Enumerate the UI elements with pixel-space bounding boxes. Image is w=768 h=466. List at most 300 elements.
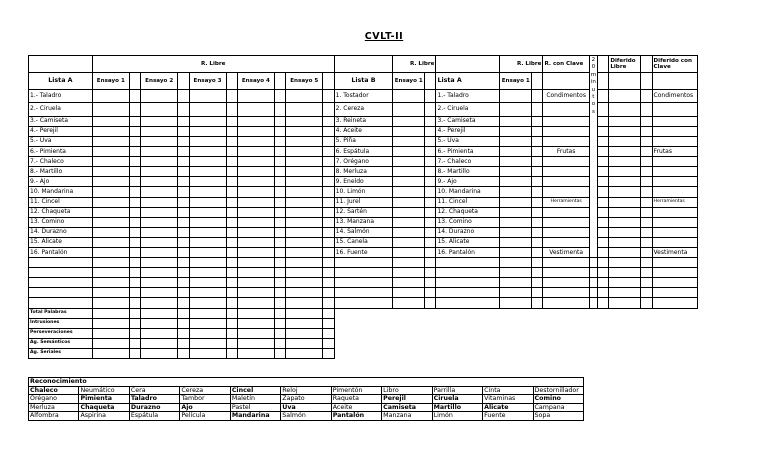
score-cell[interactable]: [286, 187, 323, 197]
score-cell[interactable]: [92, 89, 129, 103]
empty-cell[interactable]: [286, 288, 323, 298]
score-cell[interactable]: [274, 227, 285, 237]
score-cell[interactable]: [274, 177, 285, 187]
score-cell[interactable]: [323, 247, 334, 257]
score-cell[interactable]: [141, 308, 178, 318]
score-cell[interactable]: [141, 103, 178, 117]
score-cell[interactable]: [598, 126, 609, 136]
score-cell[interactable]: [609, 147, 641, 157]
score-cell[interactable]: [641, 197, 652, 207]
score-cell[interactable]: [652, 187, 697, 197]
score-cell[interactable]: [189, 237, 226, 247]
score-cell[interactable]: [141, 157, 178, 167]
score-cell[interactable]: [237, 136, 274, 146]
score-cell[interactable]: [237, 177, 274, 187]
empty-cell[interactable]: [189, 298, 226, 308]
score-cell[interactable]: [178, 167, 189, 177]
score-cell[interactable]: [189, 147, 226, 157]
score-cell[interactable]: [323, 126, 334, 136]
score-cell[interactable]: [286, 157, 323, 167]
empty-cell[interactable]: [425, 268, 436, 278]
score-cell[interactable]: [141, 207, 178, 217]
empty-cell[interactable]: [141, 298, 178, 308]
score-cell[interactable]: [141, 147, 178, 157]
score-cell[interactable]: [237, 237, 274, 247]
score-cell[interactable]: [609, 116, 641, 126]
score-cell[interactable]: [598, 157, 609, 167]
score-cell[interactable]: [237, 247, 274, 257]
empty-cell[interactable]: [598, 278, 609, 288]
empty-cell[interactable]: [323, 268, 334, 278]
score-cell[interactable]: [274, 126, 285, 136]
score-cell[interactable]: [178, 227, 189, 237]
score-cell[interactable]: [129, 157, 140, 167]
score-cell[interactable]: [425, 147, 436, 157]
score-cell[interactable]: [609, 187, 641, 197]
score-cell[interactable]: [237, 328, 274, 338]
score-cell[interactable]: [226, 103, 237, 117]
empty-cell[interactable]: [393, 298, 425, 308]
score-cell[interactable]: [129, 247, 140, 257]
score-cell[interactable]: [500, 136, 532, 146]
score-cell[interactable]: [641, 177, 652, 187]
empty-cell[interactable]: [334, 258, 393, 268]
score-cell[interactable]: [500, 217, 532, 227]
score-cell[interactable]: [532, 116, 543, 126]
empty-cell[interactable]: [543, 288, 589, 298]
score-cell[interactable]: [178, 177, 189, 187]
score-cell[interactable]: [425, 217, 436, 227]
score-cell[interactable]: [141, 197, 178, 207]
score-cell[interactable]: [598, 136, 609, 146]
score-cell[interactable]: [92, 318, 129, 328]
score-cell[interactable]: [323, 217, 334, 227]
score-cell[interactable]: [393, 237, 425, 247]
score-cell[interactable]: [286, 177, 323, 187]
score-cell[interactable]: [237, 348, 274, 358]
score-cell[interactable]: [609, 126, 641, 136]
empty-cell[interactable]: [29, 268, 93, 278]
score-cell[interactable]: [237, 197, 274, 207]
score-cell[interactable]: [652, 126, 697, 136]
score-cell[interactable]: [129, 217, 140, 227]
score-cell[interactable]: [141, 348, 178, 358]
empty-cell[interactable]: [652, 278, 697, 288]
empty-cell[interactable]: [589, 278, 597, 288]
score-cell[interactable]: [274, 157, 285, 167]
score-cell[interactable]: [543, 136, 589, 146]
score-cell[interactable]: [92, 177, 129, 187]
empty-cell[interactable]: [92, 268, 129, 278]
score-cell[interactable]: [129, 126, 140, 136]
score-cell[interactable]: [226, 338, 237, 348]
score-cell[interactable]: [323, 103, 334, 117]
score-cell[interactable]: [189, 217, 226, 227]
score-cell[interactable]: [609, 103, 641, 117]
score-cell[interactable]: [393, 103, 425, 117]
score-cell[interactable]: [323, 157, 334, 167]
empty-cell[interactable]: [226, 258, 237, 268]
score-cell[interactable]: [598, 237, 609, 247]
empty-cell[interactable]: [29, 258, 93, 268]
score-cell[interactable]: [598, 177, 609, 187]
score-cell[interactable]: [141, 237, 178, 247]
score-cell[interactable]: [641, 237, 652, 247]
score-cell[interactable]: [226, 187, 237, 197]
score-cell[interactable]: [92, 147, 129, 157]
score-cell[interactable]: [425, 177, 436, 187]
empty-cell[interactable]: [652, 258, 697, 268]
empty-cell[interactable]: [543, 278, 589, 288]
score-cell[interactable]: [189, 126, 226, 136]
score-cell[interactable]: [129, 197, 140, 207]
empty-cell[interactable]: [226, 268, 237, 278]
empty-cell[interactable]: [334, 278, 393, 288]
empty-cell[interactable]: [652, 288, 697, 298]
empty-cell[interactable]: [436, 298, 500, 308]
score-cell[interactable]: [425, 126, 436, 136]
score-cell[interactable]: [226, 147, 237, 157]
score-cell[interactable]: [641, 217, 652, 227]
score-cell[interactable]: [598, 103, 609, 117]
score-cell[interactable]: [274, 89, 285, 103]
score-cell[interactable]: [189, 207, 226, 217]
empty-cell[interactable]: [286, 268, 323, 278]
empty-cell[interactable]: [334, 288, 393, 298]
empty-cell[interactable]: [92, 278, 129, 288]
empty-cell[interactable]: [532, 288, 543, 298]
score-cell[interactable]: [274, 237, 285, 247]
score-cell[interactable]: [92, 126, 129, 136]
empty-cell[interactable]: [286, 298, 323, 308]
score-cell[interactable]: [641, 103, 652, 117]
empty-cell[interactable]: [141, 268, 178, 278]
score-cell[interactable]: [92, 157, 129, 167]
score-cell[interactable]: [141, 247, 178, 257]
empty-cell[interactable]: [129, 278, 140, 288]
empty-cell[interactable]: [652, 298, 697, 308]
empty-cell[interactable]: [500, 288, 532, 298]
score-cell[interactable]: [189, 247, 226, 257]
score-cell[interactable]: [92, 187, 129, 197]
empty-cell[interactable]: [609, 288, 641, 298]
score-cell[interactable]: [92, 217, 129, 227]
score-cell[interactable]: [237, 157, 274, 167]
empty-cell[interactable]: [641, 288, 652, 298]
score-cell[interactable]: [323, 177, 334, 187]
score-cell[interactable]: [598, 247, 609, 257]
score-cell[interactable]: [189, 116, 226, 126]
score-cell[interactable]: [129, 136, 140, 146]
score-cell[interactable]: [598, 89, 609, 103]
score-cell[interactable]: [532, 237, 543, 247]
score-cell[interactable]: [393, 136, 425, 146]
empty-cell[interactable]: [532, 278, 543, 288]
score-cell[interactable]: [393, 197, 425, 207]
score-cell[interactable]: [141, 116, 178, 126]
score-cell[interactable]: [226, 207, 237, 217]
empty-cell[interactable]: [178, 278, 189, 288]
empty-cell[interactable]: [500, 258, 532, 268]
score-cell[interactable]: [652, 136, 697, 146]
score-cell[interactable]: [286, 116, 323, 126]
score-cell[interactable]: [500, 157, 532, 167]
score-cell[interactable]: [323, 308, 334, 318]
score-cell[interactable]: [92, 247, 129, 257]
empty-cell[interactable]: [178, 268, 189, 278]
score-cell[interactable]: [652, 227, 697, 237]
score-cell[interactable]: [226, 308, 237, 318]
score-cell[interactable]: [178, 187, 189, 197]
empty-cell[interactable]: [500, 268, 532, 278]
score-cell[interactable]: [532, 167, 543, 177]
score-cell[interactable]: [393, 217, 425, 227]
score-cell[interactable]: [393, 157, 425, 167]
empty-cell[interactable]: [178, 258, 189, 268]
empty-cell[interactable]: [129, 288, 140, 298]
empty-cell[interactable]: [425, 258, 436, 268]
score-cell[interactable]: [129, 147, 140, 157]
score-cell[interactable]: [323, 227, 334, 237]
score-cell[interactable]: [178, 318, 189, 328]
score-cell[interactable]: [92, 308, 129, 318]
score-cell[interactable]: [500, 197, 532, 207]
score-cell[interactable]: [323, 187, 334, 197]
score-cell[interactable]: [500, 247, 532, 257]
score-cell[interactable]: [393, 126, 425, 136]
score-cell[interactable]: [425, 227, 436, 237]
empty-cell[interactable]: [334, 268, 393, 278]
empty-cell[interactable]: [425, 298, 436, 308]
score-cell[interactable]: [189, 338, 226, 348]
score-cell[interactable]: [652, 157, 697, 167]
score-cell[interactable]: [226, 167, 237, 177]
score-cell[interactable]: [425, 187, 436, 197]
score-cell[interactable]: [274, 338, 285, 348]
score-cell[interactable]: [500, 177, 532, 187]
score-cell[interactable]: [237, 217, 274, 227]
score-cell[interactable]: [286, 308, 323, 318]
score-cell[interactable]: [500, 103, 532, 117]
score-cell[interactable]: [189, 318, 226, 328]
score-cell[interactable]: [323, 136, 334, 146]
empty-cell[interactable]: [436, 258, 500, 268]
score-cell[interactable]: [226, 237, 237, 247]
score-cell[interactable]: [237, 207, 274, 217]
score-cell[interactable]: [237, 308, 274, 318]
score-cell[interactable]: [92, 136, 129, 146]
score-cell[interactable]: [641, 247, 652, 257]
score-cell[interactable]: [274, 217, 285, 227]
empty-cell[interactable]: [393, 268, 425, 278]
score-cell[interactable]: [543, 167, 589, 177]
score-cell[interactable]: [425, 247, 436, 257]
score-cell[interactable]: [237, 89, 274, 103]
score-cell[interactable]: [609, 136, 641, 146]
score-cell[interactable]: [189, 227, 226, 237]
score-cell[interactable]: [500, 237, 532, 247]
score-cell[interactable]: [598, 197, 609, 207]
empty-cell[interactable]: [323, 278, 334, 288]
empty-cell[interactable]: [334, 298, 393, 308]
score-cell[interactable]: [286, 89, 323, 103]
score-cell[interactable]: [92, 116, 129, 126]
empty-cell[interactable]: [92, 298, 129, 308]
score-cell[interactable]: [178, 89, 189, 103]
empty-cell[interactable]: [129, 298, 140, 308]
score-cell[interactable]: [609, 207, 641, 217]
empty-cell[interactable]: [532, 268, 543, 278]
score-cell[interactable]: [425, 89, 436, 103]
empty-cell[interactable]: [641, 258, 652, 268]
score-cell[interactable]: [189, 103, 226, 117]
score-cell[interactable]: [274, 328, 285, 338]
score-cell[interactable]: [598, 187, 609, 197]
score-cell[interactable]: [92, 197, 129, 207]
score-cell[interactable]: [129, 348, 140, 358]
score-cell[interactable]: [286, 247, 323, 257]
score-cell[interactable]: [226, 89, 237, 103]
score-cell[interactable]: [237, 227, 274, 237]
score-cell[interactable]: [237, 126, 274, 136]
score-cell[interactable]: [141, 187, 178, 197]
score-cell[interactable]: [532, 103, 543, 117]
score-cell[interactable]: [393, 187, 425, 197]
score-cell[interactable]: [141, 126, 178, 136]
score-cell[interactable]: [543, 187, 589, 197]
score-cell[interactable]: [323, 167, 334, 177]
empty-cell[interactable]: [226, 278, 237, 288]
score-cell[interactable]: [532, 126, 543, 136]
empty-cell[interactable]: [598, 258, 609, 268]
score-cell[interactable]: [129, 103, 140, 117]
empty-cell[interactable]: [237, 288, 274, 298]
score-cell[interactable]: [274, 147, 285, 157]
score-cell[interactable]: [141, 318, 178, 328]
score-cell[interactable]: [652, 103, 697, 117]
score-cell[interactable]: [652, 167, 697, 177]
score-cell[interactable]: [226, 126, 237, 136]
score-cell[interactable]: [226, 197, 237, 207]
score-cell[interactable]: [178, 197, 189, 207]
score-cell[interactable]: [178, 207, 189, 217]
score-cell[interactable]: [641, 227, 652, 237]
score-cell[interactable]: [274, 167, 285, 177]
score-cell[interactable]: [189, 136, 226, 146]
score-cell[interactable]: [641, 116, 652, 126]
score-cell[interactable]: [393, 147, 425, 157]
score-cell[interactable]: [129, 177, 140, 187]
empty-cell[interactable]: [129, 258, 140, 268]
score-cell[interactable]: [237, 338, 274, 348]
score-cell[interactable]: [609, 167, 641, 177]
score-cell[interactable]: [323, 207, 334, 217]
score-cell[interactable]: [532, 217, 543, 227]
score-cell[interactable]: [532, 247, 543, 257]
score-cell[interactable]: [652, 217, 697, 227]
score-cell[interactable]: [129, 318, 140, 328]
empty-cell[interactable]: [609, 258, 641, 268]
score-cell[interactable]: [393, 167, 425, 177]
empty-cell[interactable]: [609, 278, 641, 288]
score-cell[interactable]: [532, 157, 543, 167]
score-cell[interactable]: [609, 237, 641, 247]
empty-cell[interactable]: [323, 298, 334, 308]
score-cell[interactable]: [226, 318, 237, 328]
empty-cell[interactable]: [598, 288, 609, 298]
empty-cell[interactable]: [543, 258, 589, 268]
score-cell[interactable]: [609, 217, 641, 227]
score-cell[interactable]: [286, 328, 323, 338]
empty-cell[interactable]: [178, 298, 189, 308]
score-cell[interactable]: [543, 217, 589, 227]
score-cell[interactable]: [609, 247, 641, 257]
score-cell[interactable]: [178, 147, 189, 157]
score-cell[interactable]: [92, 348, 129, 358]
score-cell[interactable]: [274, 197, 285, 207]
empty-cell[interactable]: [189, 278, 226, 288]
score-cell[interactable]: [500, 89, 532, 103]
score-cell[interactable]: [286, 207, 323, 217]
score-cell[interactable]: [129, 227, 140, 237]
empty-cell[interactable]: [226, 298, 237, 308]
score-cell[interactable]: [189, 328, 226, 338]
score-cell[interactable]: [274, 247, 285, 257]
score-cell[interactable]: [226, 348, 237, 358]
empty-cell[interactable]: [189, 288, 226, 298]
score-cell[interactable]: [189, 187, 226, 197]
score-cell[interactable]: [129, 328, 140, 338]
empty-cell[interactable]: [29, 278, 93, 288]
score-cell[interactable]: [425, 157, 436, 167]
score-cell[interactable]: [652, 207, 697, 217]
score-cell[interactable]: [641, 207, 652, 217]
empty-cell[interactable]: [641, 278, 652, 288]
score-cell[interactable]: [129, 89, 140, 103]
empty-cell[interactable]: [589, 258, 597, 268]
score-cell[interactable]: [543, 207, 589, 217]
score-cell[interactable]: [92, 328, 129, 338]
score-cell[interactable]: [425, 103, 436, 117]
empty-cell[interactable]: [609, 298, 641, 308]
score-cell[interactable]: [141, 338, 178, 348]
score-cell[interactable]: [178, 136, 189, 146]
score-cell[interactable]: [323, 237, 334, 247]
score-cell[interactable]: [189, 167, 226, 177]
score-cell[interactable]: [641, 89, 652, 103]
score-cell[interactable]: [226, 247, 237, 257]
score-cell[interactable]: [286, 103, 323, 117]
empty-cell[interactable]: [274, 268, 285, 278]
empty-cell[interactable]: [237, 278, 274, 288]
score-cell[interactable]: [652, 237, 697, 247]
score-cell[interactable]: [189, 89, 226, 103]
score-cell[interactable]: [129, 187, 140, 197]
score-cell[interactable]: [226, 136, 237, 146]
score-cell[interactable]: [129, 116, 140, 126]
score-cell[interactable]: [92, 338, 129, 348]
empty-cell[interactable]: [652, 268, 697, 278]
score-cell[interactable]: [425, 237, 436, 247]
score-cell[interactable]: [226, 328, 237, 338]
score-cell[interactable]: [641, 147, 652, 157]
empty-cell[interactable]: [641, 298, 652, 308]
empty-cell[interactable]: [141, 278, 178, 288]
empty-cell[interactable]: [237, 268, 274, 278]
empty-cell[interactable]: [141, 288, 178, 298]
score-cell[interactable]: [609, 89, 641, 103]
score-cell[interactable]: [543, 103, 589, 117]
